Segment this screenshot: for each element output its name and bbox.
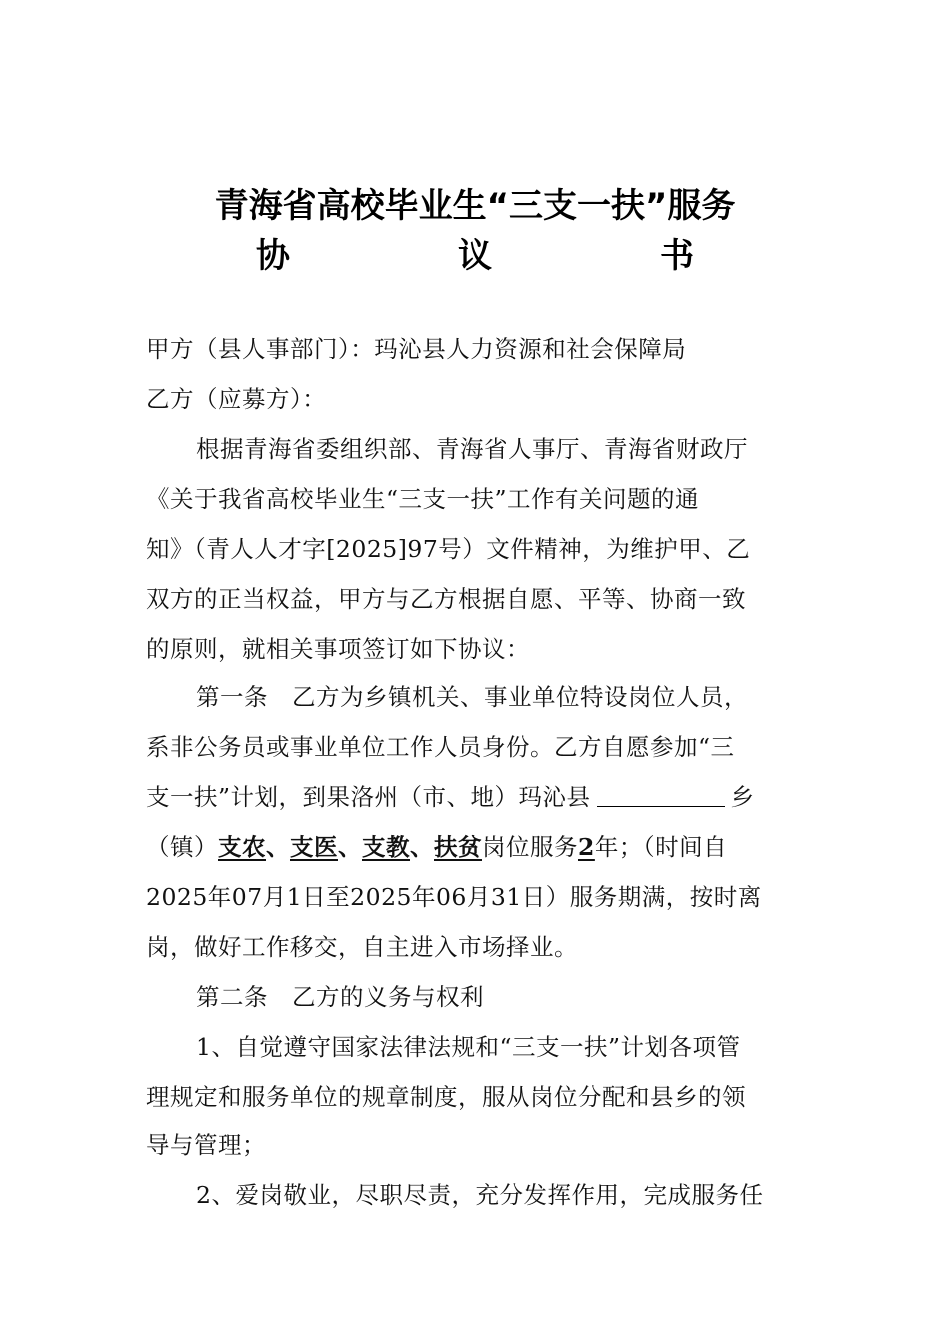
title-char-3: 书 [660, 236, 694, 276]
article2-item1-line-1: 1、自觉遵守国家法律法规和“三支一扶”计划各项管 [196, 1033, 741, 1061]
service-years: 2 [578, 833, 595, 861]
party-a-line: 甲方（县人事部门）：玛沁县人力资源和社会保障局 [146, 335, 687, 363]
article2-item1-line-2: 理规定和服务单位的规章制度，服从岗位分配和县乡的领 [146, 1083, 746, 1111]
document-title-line1: 青海省高校毕业生“三支一扶”服务 [214, 186, 736, 226]
article2-heading: 第二条 [196, 983, 268, 1011]
article1-line-5: 2025年07月1日至2025年06月31日）服务期满，按时离 [146, 883, 762, 911]
article1-line-4: （镇）支农、支医、支教、扶贫岗位服务2年；（时间自 [146, 833, 728, 861]
township-blank-field[interactable] [597, 782, 725, 807]
preamble-line-5: 的原则，就相关事项签订如下协议： [146, 635, 530, 663]
article1-line3-after: 乡 [730, 783, 755, 811]
post-type-1: 支农 [218, 833, 266, 861]
article1-line-6: 岗，做好工作移交，自主进入市场择业。 [146, 933, 578, 961]
article2-heading-text: 乙方的义务与权利 [292, 983, 484, 1011]
article2-item1-line-3: 导与管理； [146, 1131, 266, 1159]
article2-item2-line-1: 2、爱岗敬业，尽职尽责，充分发挥作用，完成服务任 [196, 1181, 764, 1209]
document-title-line2 [0, 228, 950, 277]
article1-line4-suffix: 年；（时间自 [594, 833, 728, 861]
preamble-line-2: 《关于我省高校毕业生“三支一扶”工作有关问题的通 [146, 485, 700, 513]
article1-line3-before: 支一扶”计划，到果洛州（市、地）玛沁县 [146, 783, 591, 811]
title-char-1: 协 [256, 236, 290, 276]
post-type-2: 支医 [290, 833, 338, 861]
article1-line-2: 系非公务员或事业单位工作人员身份。乙方自愿参加“三 [146, 733, 735, 761]
article2-heading-line [196, 972, 806, 1022]
article1-line-1 [196, 672, 806, 722]
party-b-line: 乙方（应募方）： [146, 385, 327, 413]
preamble-line-1: 根据青海省委组织部、青海省人事厅、青海省财政厅 [196, 435, 748, 463]
article1-line4-prefix: （镇） [146, 833, 218, 861]
article1-line1-text: 乙方为乡镇机关、事业单位特设岗位人员， [292, 683, 748, 711]
article1-line4-mid: 岗位服务 [482, 833, 578, 861]
post-type-4: 扶贫 [434, 833, 482, 861]
post-type-3: 支教 [362, 833, 410, 861]
article1-line-3 [146, 772, 806, 822]
preamble-line-4: 双方的正当权益，甲方与乙方根据自愿、平等、协商一致 [146, 585, 746, 613]
article1-heading: 第一条 [196, 683, 268, 711]
preamble-line-3: 知》（青人人才字[2025]97号）文件精神，为维护甲、乙 [146, 535, 751, 563]
title-char-2: 议 [458, 236, 492, 276]
